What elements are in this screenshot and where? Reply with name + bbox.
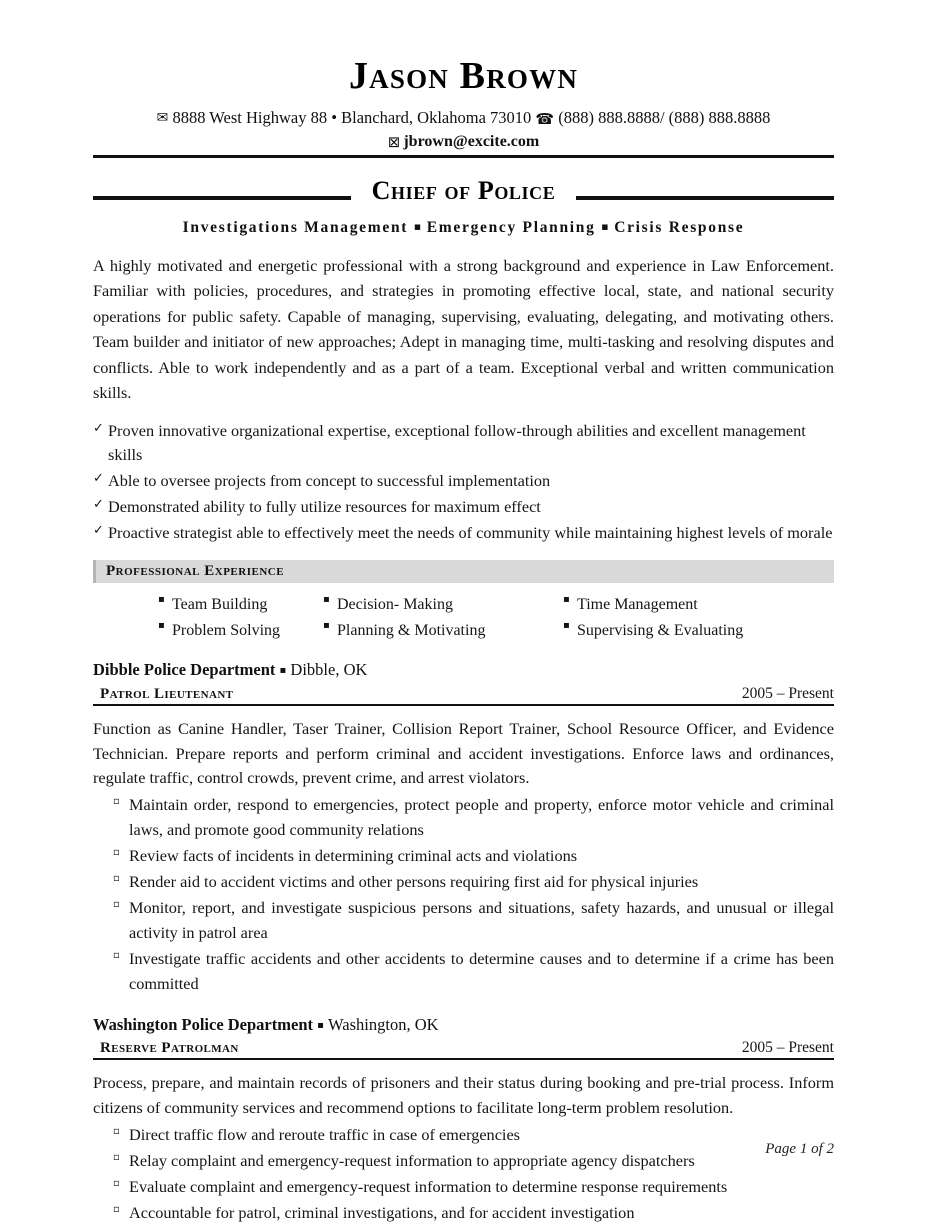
headline-subtitle <box>93 219 834 237</box>
skill-label: Decision- Making <box>337 596 453 614</box>
subtitle-separator-icon: ▪ <box>601 220 609 234</box>
job-bullet-text: Relay complaint and emergency-request information to appropriate agency dispatchers <box>129 1150 695 1170</box>
open-square-bullet-icon: ▫ <box>113 796 120 808</box>
core-skills-grid <box>158 594 834 642</box>
skill-item <box>158 620 323 642</box>
open-square-bullet-icon: ▫ <box>113 899 120 911</box>
check-icon: ✓ <box>93 522 104 538</box>
list-item <box>93 469 834 494</box>
open-square-bullet-icon: ▫ <box>113 1126 120 1138</box>
list-item <box>93 947 834 997</box>
subtitle-part-3: Crisis Response <box>614 219 745 237</box>
skill-label: Team Building <box>172 596 268 614</box>
highlight-text: Able to oversee projects from concept to successful implementation <box>108 471 551 491</box>
headline-rule-right <box>576 196 834 200</box>
highlight-text: Demonstrated ability to fully utilize resources for maximum effect <box>108 496 541 516</box>
job-location: Washington, OK <box>328 1014 439 1034</box>
job-dates: 2005 – Present <box>741 1039 834 1057</box>
list-item <box>93 1149 834 1174</box>
job-dates: 2005 – Present <box>741 684 834 702</box>
job-role: Reserve Patrolman <box>100 1040 239 1057</box>
mailbox-icon: ✉ <box>156 110 169 126</box>
square-bullet-icon: ▪ <box>323 594 330 606</box>
skill-item <box>158 594 323 616</box>
skill-item <box>323 594 563 616</box>
job-bullet-text: Maintain order, respond to emergencies, protect people and property, enforce motor vehicle and criminal laws, and promote good community relations <box>129 795 834 840</box>
list-item <box>93 521 834 546</box>
job-bullet-text: Accountable for patrol, criminal investigations, and for accident investigation <box>129 1202 635 1222</box>
skill-label: Supervising & Evaluating <box>577 621 744 639</box>
job-entry <box>93 659 834 997</box>
contact-email-line <box>93 133 834 151</box>
highlights-list <box>93 419 834 546</box>
list-item <box>93 1123 834 1148</box>
list-item <box>93 419 834 469</box>
list-item <box>93 870 834 895</box>
job-company-line <box>93 659 834 680</box>
skill-label: Problem Solving <box>172 621 281 639</box>
job-description: Function as Canine Handler, Taser Trainer, Collision Report Trainer, School Resource Officer, and Evidence Technician. Prepare reports and perform criminal and accident investigations. Enforce laws and ordinances, regulate traffic, control crowds, prevent crime, and arrest violators. <box>93 718 834 788</box>
open-square-bullet-icon: ▫ <box>113 1177 120 1189</box>
list-item <box>93 495 834 520</box>
contact-phone: (888) 888.8888/ (888) 888.8888 <box>558 108 771 127</box>
professional-summary: A highly motivated and energetic professional with a strong background and experience in Law Enforcement. Familiar with policies, procedures, and strategies in promoting effective local, state, and national security operations for public safety. Capable of managing, supervising, evaluating, delegating, and motivating others. Team builder and initiator of new approaches; Adept in managing time, multi-tasking and resolving disputes and conflicts. Able to work independently and as a part of a team. Exceptional verbal and written communication skills. <box>93 256 834 403</box>
square-bullet-icon: ▪ <box>323 619 330 631</box>
skill-item <box>323 620 563 642</box>
contact-address: 8888 West Highway 88 • Blanchard, Oklahoma 73010 <box>172 108 532 127</box>
telephone-icon: ☎ <box>535 110 555 128</box>
list-item <box>93 1175 834 1200</box>
job-bullet-text: Review facts of incidents in determining criminal acts and violations <box>129 846 578 866</box>
page-title: Chief of Police <box>371 175 556 205</box>
check-icon: ✓ <box>93 471 104 487</box>
check-icon: ✓ <box>93 420 104 436</box>
skill-label: Planning & Motivating <box>337 621 486 639</box>
list-item <box>93 844 834 869</box>
contact-address-line <box>93 106 834 131</box>
job-company-line <box>93 1014 834 1035</box>
subtitle-part-1: Investigations Management <box>182 219 409 237</box>
resume-header <box>93 0 834 158</box>
job-bullets <box>93 793 834 996</box>
job-bullet-text: Evaluate complaint and emergency-request information to determine response requirements <box>129 1176 728 1196</box>
job-bullet-text: Render aid to accident victims and other persons requiring first aid for physical injuries <box>129 872 699 892</box>
skill-label: Time Management <box>577 596 698 614</box>
job-company-name: Dibble Police Department <box>93 660 276 680</box>
job-bullets <box>93 1123 834 1226</box>
skill-item <box>563 594 834 616</box>
job-title-row <box>93 683 834 706</box>
subtitle-separator-icon: ▪ <box>413 220 422 234</box>
open-square-bullet-icon: ▫ <box>113 1151 120 1163</box>
job-description: Process, prepare, and maintain records of prisoners and their status during booking and pre-trial process. Inform citizens of community services and recommend options to facilitate long-term problem resolution. <box>93 1073 834 1118</box>
headline-row <box>93 177 834 204</box>
job-title-row <box>93 1037 834 1060</box>
job-company-name: Washington Police Department <box>93 1014 313 1034</box>
headline-rule-left <box>93 196 351 200</box>
check-icon: ✓ <box>93 496 104 512</box>
open-square-bullet-icon: ▫ <box>113 847 120 859</box>
square-bullet-icon: ▪ <box>563 594 570 606</box>
list-item <box>93 793 834 843</box>
job-bullet-text: Direct traffic flow and reroute traffic in case of emergencies <box>129 1125 521 1145</box>
list-item <box>93 1201 834 1226</box>
job-role: Patrol Lieutenant <box>100 685 234 702</box>
skill-item <box>563 620 834 642</box>
highlight-text: Proactive strategist able to effectively meet the needs of community while maintaining highest levels of morale <box>108 522 833 542</box>
list-item <box>93 896 834 946</box>
section-heading-professional-experience: Professional Experience <box>93 560 834 583</box>
envelope-icon: ⊠ <box>387 132 401 151</box>
header-divider <box>93 155 834 158</box>
contact-email: jbrown@excite.com <box>403 132 540 150</box>
job-location: Dibble, OK <box>290 660 368 680</box>
subtitle-part-2: Emergency Planning <box>426 219 596 237</box>
job-bullet-text: Monitor, report, and investigate suspicious persons and situations, safety hazards, and unusual or illegal activity in patrol area <box>129 898 834 942</box>
highlight-text: Proven innovative organizational expertise, exceptional follow-through abilities and excellent management skills <box>108 420 806 465</box>
square-bullet-icon: ▪ <box>158 619 165 631</box>
candidate-name: Jason Brown <box>348 55 579 97</box>
job-entry <box>93 1014 834 1226</box>
open-square-bullet-icon: ▫ <box>113 873 120 885</box>
page-footer: Page 1 of 2 <box>765 1141 834 1157</box>
square-bullet-icon: ▪ <box>563 619 570 631</box>
job-bullet-text: Investigate traffic accidents and other accidents to determine causes and to determine if a crime has been committed <box>129 948 834 993</box>
separator-icon: ▪ <box>317 1019 324 1031</box>
open-square-bullet-icon: ▫ <box>113 949 120 961</box>
separator-icon: ▪ <box>279 665 287 677</box>
square-bullet-icon: ▪ <box>158 594 165 606</box>
open-square-bullet-icon: ▫ <box>113 1203 120 1215</box>
